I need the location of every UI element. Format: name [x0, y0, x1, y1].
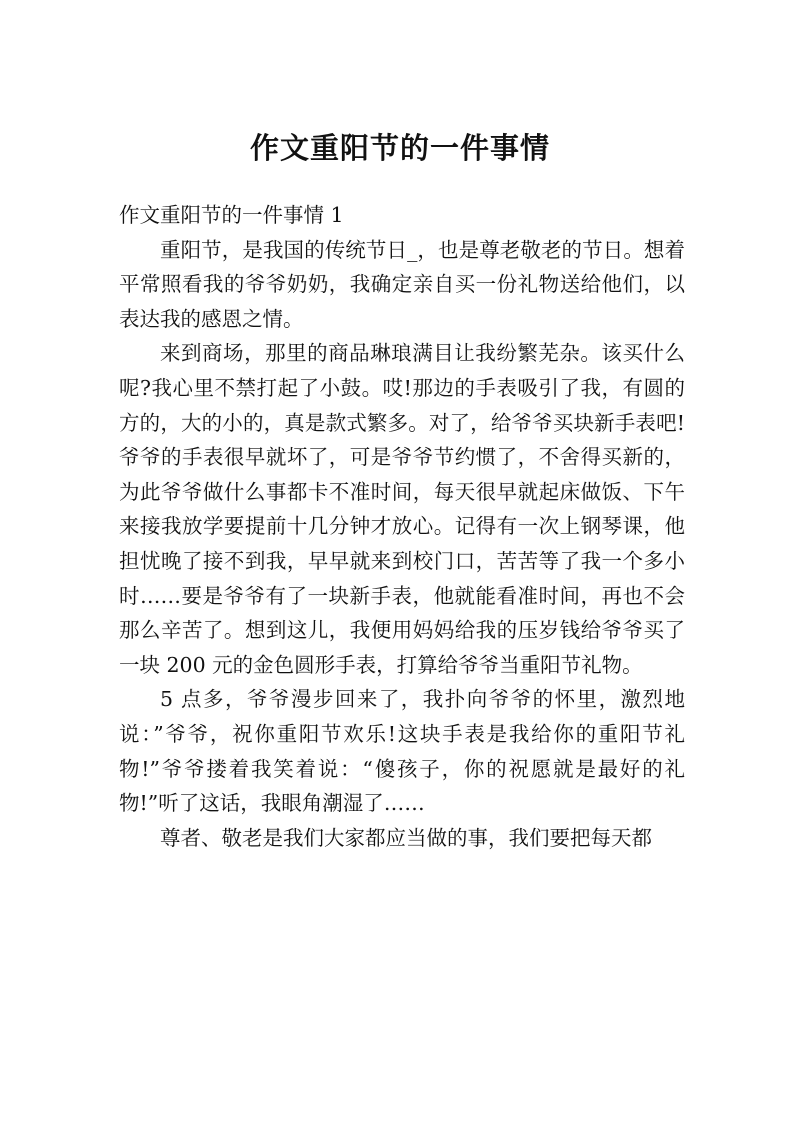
document-title: 作文重阳节的一件事情	[249, 131, 550, 165]
paragraph-1: 重阳节，是我国的传统节日_，也是尊老敬老的节日。想着平常照看我的爷爷奶奶，我确定亲自买一份礼物送给他们，以表达我的感恩之情。	[119, 237, 685, 331]
document-body	[119, 198, 685, 855]
paragraph-3: 5 点多，爷爷漫步回来了，我扑向爷爷的怀里，激烈地说：”爷爷，祝你重阳节欢乐!这块手表是我给你的重阳节礼物!”爷爷搂着我笑着说：“傻孩子，你的祝愿就是最好的礼物!”听了这话，我眼角潮湿了……	[119, 687, 685, 816]
section-heading: 作文重阳节的一件事情 1	[119, 203, 344, 227]
paragraph-2: 来到商场，那里的商品琳琅满目让我纷繁芜杂。该买什么呢?我心里不禁打起了小鼓。哎!那边的手表吸引了我，有圆的方的，大的小的，真是款式繁多。对了，给爷爷买块新手表吧!爷爷的手表很早就坏了，可是爷爷节约惯了，不舍得买新的，为此爷爷做什么事都卡不准时间，每天很早就起床做饭、下午来接我放学要提前十几分钟才放心。记得有一次上钢琴课，他担忧晚了接不到我，早早就来到校门口，苦苦等了我一个多小时……要是爷爷有了一块新手表，他就能看准时间，再也不会那么辛苦了。想到这儿，我便用妈妈给我的压岁钱给爷爷买了一块 200 元的金色圆形手表，打算给爷爷当重阳节礼物。	[119, 341, 685, 677]
paragraph-4: 尊者、敬老是我们大家都应当做的事，我们要把每天都	[160, 825, 652, 850]
